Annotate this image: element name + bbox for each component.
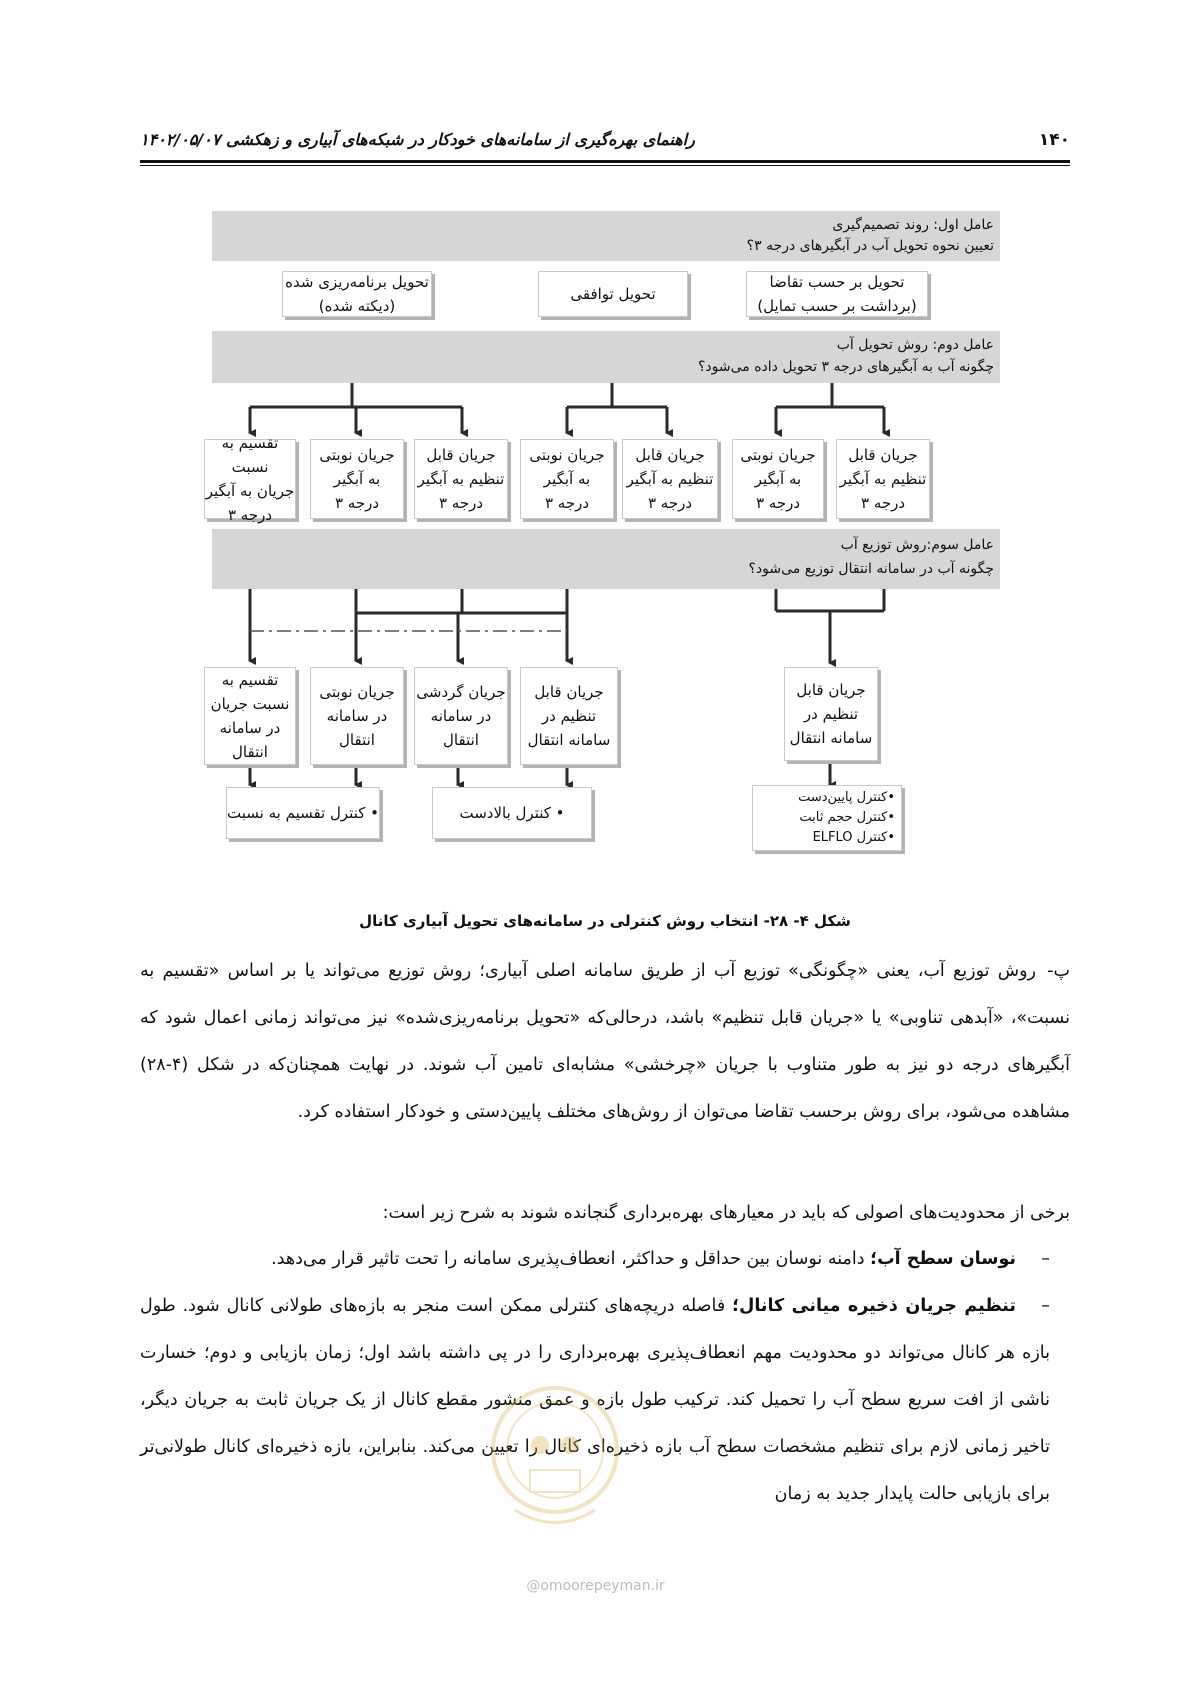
figure-caption: شکل ۴- ۲۸- انتخاب روش کنترلی در سامانه‌های تحویل آبیاری کانال — [359, 912, 851, 930]
low-box-2: جریان نوبتی در سامانه انتقال — [310, 667, 404, 765]
mid-box-1: تقسیم به نسبت جریان به آبگیر درجه ۳ — [205, 434, 295, 524]
bullet-text: دامنه نوسان بین حداقل و حداکثر، انعطاف‌پذیری سامانه را تحت تاثیر قرار می‌دهد. — [271, 1249, 871, 1269]
dash-marker: – — [1041, 1296, 1050, 1316]
top-box-scheduled: تحویل برنامه‌ریزی شده (دیکته شده) — [282, 271, 432, 317]
control-box-upstream: • کنترل بالادست — [432, 787, 592, 839]
watermark-url: @omoorepeyman.ir — [526, 1578, 665, 1594]
paragraph-distribution — [140, 948, 1070, 1136]
factor-band-2 — [212, 331, 1000, 383]
mid-box-3: جریان قابل تنظیم به آبگیر درجه ۳ — [414, 439, 508, 519]
watermark-logo-icon — [480, 1370, 630, 1540]
control-elflo-item: •کنترل ELFLO — [812, 830, 895, 845]
factor-band-3 — [212, 529, 1000, 589]
bullet-term: تنظیم جریان ذخیره میانی کانال؛ — [732, 1296, 1016, 1316]
page-header — [140, 128, 1070, 160]
control-constant-volume-item: •کنترل حجم ثابت — [799, 810, 895, 825]
paragraph-text: برخی از محدودیت‌های اصولی که باید در معیارهای بهره‌برداری گنجانده شوند به شرح زیر است: — [382, 1203, 1070, 1223]
control-downstream-item: •کنترل پایین‌دست — [798, 790, 895, 805]
band3-line2: چگونه آب در سامانه انتقال توزیع می‌شود؟ — [748, 561, 994, 577]
band2-line1: عامل دوم: روش تحویل آب — [836, 337, 994, 353]
control-box-proportional: • کنترل تقسیم به نسبت — [226, 787, 380, 839]
bullet-text: فاصله دریچه‌های کنترلی ممکن است منجر به بازه‌های طولانی کانال شود. طول بازه هر کانال می‌تواند دو محدودیت مهم انعطاف‌پذیری بهره‌برداری را در پی داشته باشد اول؛ زمان بازیابی و دوم؛ خسارت ناشی از افت سریع سطح آب را تحمیل کند. ترکیب طول بازه و عمق منشور مقطع کانال از یک جریان ثابت به جریان دیگر، تاخیر زمانی لازم برای تنظیم مشخصات سطح آب بازه ذخیره‌ای کانال را تعیین می‌کند. بنابراین، بازه ذخیره‌ای کانال طولانی‌تر برای بازیابی حالت پایدار جدید به زمان — [140, 1296, 1050, 1504]
top-box-arranged: تحویل توافقی — [538, 271, 688, 317]
low-box-5: جریان قابل تنظیم در سامانه انتقال — [784, 667, 878, 761]
list-marker: پ- — [1047, 961, 1070, 981]
band3-line1: عامل سوم:روش توزیع آب — [840, 537, 994, 553]
mid-box-6: جریان نوبتی به آبگیر درجه ۳ — [732, 439, 824, 519]
dash-marker: – — [1041, 1249, 1050, 1269]
mid-box-4: جریان نوبتی به آبگیر درجه ۳ — [520, 439, 614, 519]
control-box-downstream — [752, 785, 902, 851]
mid-box-5: جریان قابل تنظیم به آبگیر درجه ۳ — [622, 439, 718, 519]
mid-box-7: جریان قابل تنظیم به آبگیر درجه ۳ — [836, 439, 930, 519]
low-box-1: تقسیم به نسبت جریان در سامانه انتقال — [204, 667, 296, 765]
running-title: راهنمای بهره‌گیری از سامانه‌های خودکار در شبکه‌های آبیاری و زهکشی ۱۴۰۲/۰۵/۰۷ — [140, 130, 695, 149]
flowchart-figure — [205, 211, 1000, 901]
mid-box-2: جریان نوبتی به آبگیر درجه ۳ — [310, 439, 404, 519]
band2-line2: چگونه آب به آبگیرهای درجه ۳ تحویل داده می‌شود؟ — [697, 359, 994, 375]
bullet-water-level — [140, 1236, 1070, 1283]
factor-band-1 — [212, 211, 1000, 261]
top-box-on-demand: تحویل بر حسب تقاضا (برداشت بر حسب تمایل) — [746, 271, 928, 317]
bullet-term: نوسان سطح آب؛ — [870, 1249, 1016, 1269]
low-box-3: جریان گردشی در سامانه انتقال — [414, 667, 508, 765]
page-number: ۱۴۰ — [1038, 130, 1070, 150]
header-rule-thick — [140, 160, 1070, 163]
band1-line1: عامل اول: روند تصمیم‌گیری — [832, 217, 994, 233]
band1-line2: تعیین نحوه تحویل آب در آبگیرهای درجه ۳؟ — [746, 238, 994, 254]
paragraph-text: روش توزیع آب، یعنی «چگونگی» توزیع آب از طریق سامانه اصلی آبیاری؛ روش توزیع می‌تواند یا بر اساس «تقسیم به نسبت»، «آبدهی تناوبی» یا «جریان قابل تنظیم» باشد، درحالی‌که «تحویل برنامه‌ریزی‌شده» نیز می‌تواند زمانی اعمال شود که آبگیرهای درجه دو نیز به طور متناوب با جریان «چرخشی» مشابه‌ای تامین آب شوند. در نهایت همچنان‌که در شکل (۴-۲۸) مشاهده می‌شود، برای روش برحسب تقاضا می‌توان از روش‌های مختلف پایین‌دستی و خودکار استفاده کرد. — [140, 961, 1070, 1122]
paragraph-constraints-intro — [140, 1190, 1070, 1237]
low-box-4: جریان قابل تنظیم در سامانه انتقال — [520, 667, 618, 765]
header-rule-thin — [140, 165, 1070, 166]
